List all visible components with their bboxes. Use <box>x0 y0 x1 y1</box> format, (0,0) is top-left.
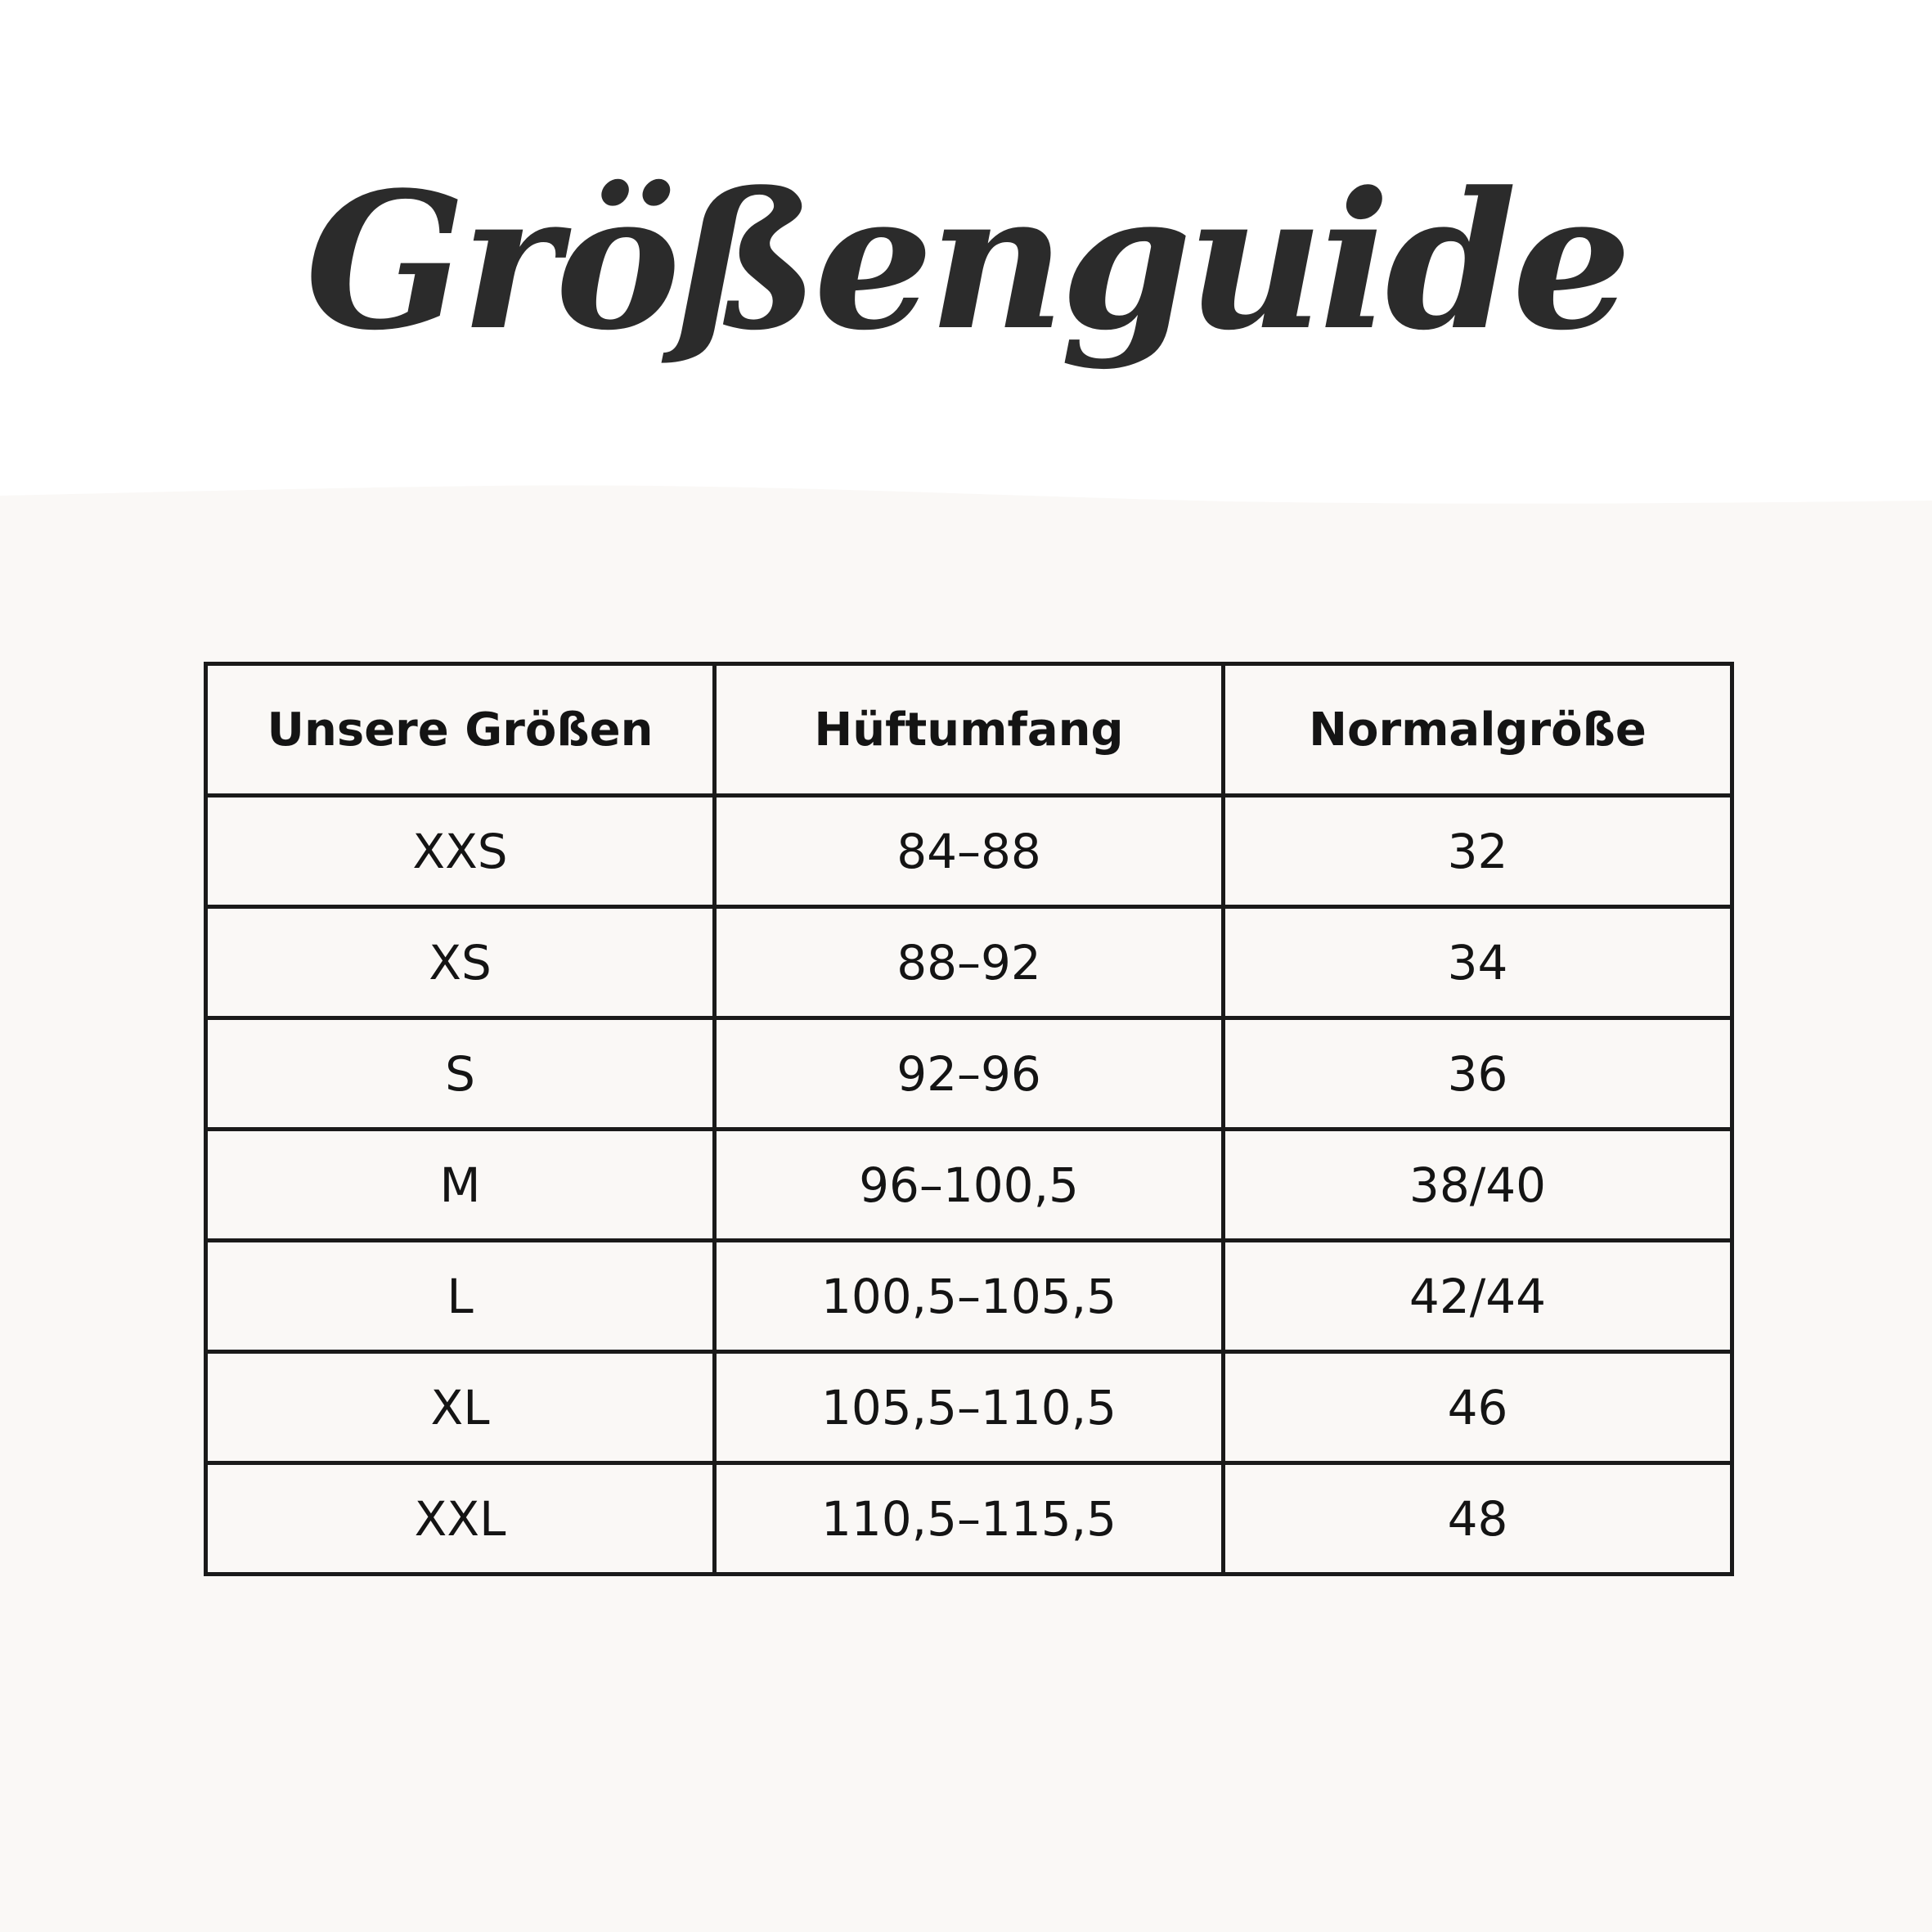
standard-size-cell: 32 <box>1224 796 1732 907</box>
size-cell: S <box>206 1018 715 1130</box>
standard-size-cell: 34 <box>1224 907 1732 1018</box>
header-our-sizes: Unsere Größen <box>206 664 715 796</box>
table-row <box>206 1241 1732 1352</box>
page-title: Größenguide <box>305 151 1627 372</box>
hip-cell: 92–96 <box>715 1018 1224 1130</box>
hip-cell: 84–88 <box>715 796 1224 907</box>
size-cell: XL <box>206 1352 715 1463</box>
size-cell: XXL <box>206 1463 715 1575</box>
hip-cell: 88–92 <box>715 907 1224 1018</box>
table-header-row <box>206 664 1732 796</box>
size-cell: XXS <box>206 796 715 907</box>
size-cell: M <box>206 1130 715 1241</box>
table-row <box>206 1463 1732 1575</box>
size-table <box>204 662 1734 1576</box>
table-row <box>206 1352 1732 1463</box>
standard-size-cell: 48 <box>1224 1463 1732 1575</box>
table-row <box>206 907 1732 1018</box>
size-cell: L <box>206 1241 715 1352</box>
table-row <box>206 1018 1732 1130</box>
standard-size-cell: 38/40 <box>1224 1130 1732 1241</box>
standard-size-cell: 46 <box>1224 1352 1732 1463</box>
standard-size-cell: 36 <box>1224 1018 1732 1130</box>
hip-cell: 110,5–115,5 <box>715 1463 1224 1575</box>
hip-cell: 96–100,5 <box>715 1130 1224 1241</box>
hip-cell: 105,5–110,5 <box>715 1352 1224 1463</box>
standard-size-cell: 42/44 <box>1224 1241 1732 1352</box>
header-standard-size: Normalgröße <box>1224 664 1732 796</box>
table-row <box>206 1130 1732 1241</box>
table-row <box>206 796 1732 907</box>
size-cell: XS <box>206 907 715 1018</box>
hip-cell: 100,5–105,5 <box>715 1241 1224 1352</box>
header-hip-circumference: Hüftumfang <box>715 664 1224 796</box>
